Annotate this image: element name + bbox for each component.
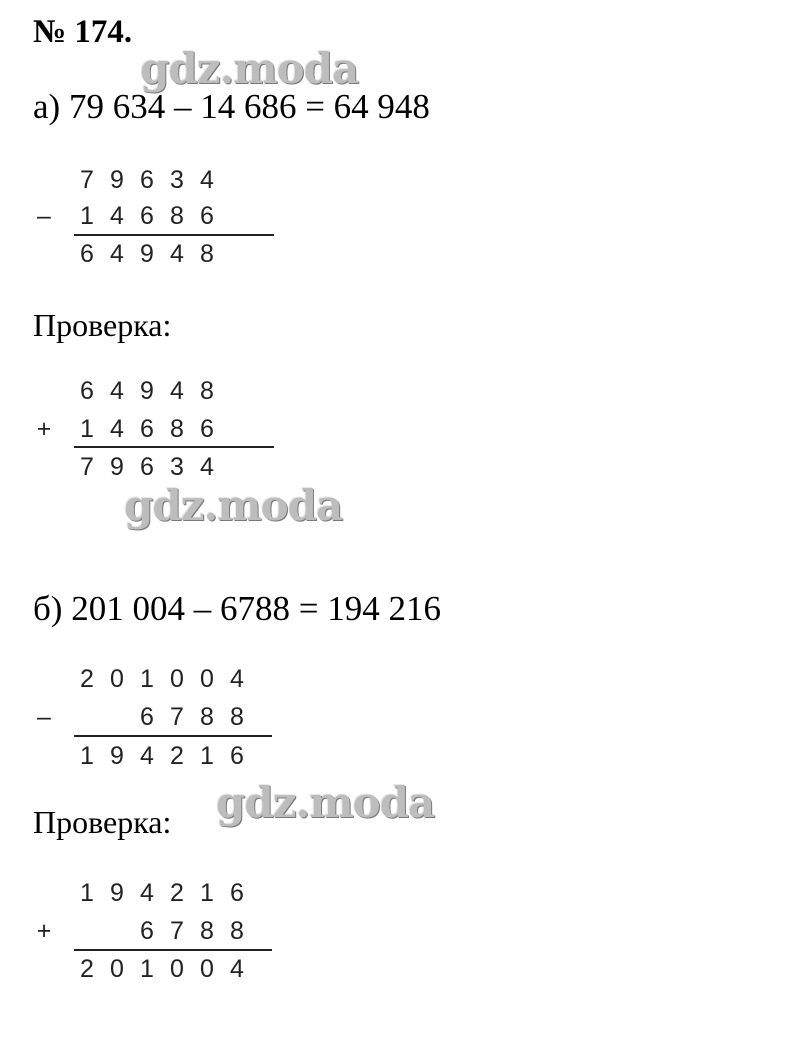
minus-sign: – — [37, 202, 51, 230]
plus-sign: + — [36, 415, 52, 443]
digit: 6 — [140, 166, 154, 194]
top-number-row — [38, 875, 288, 911]
digit: 7 — [170, 703, 184, 731]
digit: 6 — [230, 742, 244, 770]
digit: 0 — [110, 955, 124, 983]
watermark-logo: gdz.moda — [216, 778, 435, 827]
digit: 7 — [80, 166, 94, 194]
digit: 4 — [110, 415, 124, 443]
digit: 4 — [110, 240, 124, 268]
minus-sign: – — [37, 703, 51, 731]
digit: 1 — [80, 415, 94, 443]
subtraction-b — [38, 661, 288, 771]
digit: 1 — [80, 879, 94, 907]
digit: 4 — [110, 377, 124, 405]
result-row — [38, 951, 288, 987]
top-number-row — [38, 661, 288, 697]
result-row — [38, 738, 288, 774]
equation-a: а) 79 634 – 14 686 = 64 948 — [33, 87, 430, 126]
digit: 2 — [80, 955, 94, 983]
digit: 0 — [110, 665, 124, 693]
digit: 1 — [80, 742, 94, 770]
digit: 1 — [140, 955, 154, 983]
sum-line — [74, 735, 272, 737]
addition-b — [38, 875, 288, 985]
bottom-number-row — [38, 913, 288, 949]
digit: 9 — [110, 453, 124, 481]
digit: 8 — [200, 377, 214, 405]
result-row — [38, 236, 258, 272]
top-number-row — [38, 373, 258, 409]
digit: 0 — [200, 955, 214, 983]
digit: 9 — [110, 742, 124, 770]
digit: 8 — [200, 703, 214, 731]
bottom-number-row — [38, 411, 258, 447]
exercise-number: № 174. — [33, 14, 133, 50]
digit: 1 — [80, 202, 94, 230]
check-label-a: Проверка: — [33, 307, 172, 343]
digit: 4 — [200, 453, 214, 481]
watermark-logo: gdz.moda — [124, 481, 343, 530]
digit: 6 — [140, 703, 154, 731]
digit: 8 — [230, 703, 244, 731]
digit: 4 — [170, 377, 184, 405]
digit: 9 — [140, 240, 154, 268]
plus-sign: + — [36, 917, 52, 945]
digit: 6 — [200, 202, 214, 230]
digit: 1 — [200, 879, 214, 907]
digit: 8 — [200, 240, 214, 268]
digit: 6 — [140, 415, 154, 443]
digit: 2 — [170, 879, 184, 907]
digit: 2 — [80, 665, 94, 693]
digit: 6 — [230, 879, 244, 907]
digit: 4 — [230, 955, 244, 983]
digit: 4 — [110, 202, 124, 230]
digit: 4 — [200, 166, 214, 194]
digit: 7 — [170, 917, 184, 945]
bottom-number-row — [38, 699, 288, 735]
digit: 4 — [230, 665, 244, 693]
equation-b: б) 201 004 – 6788 = 194 216 — [33, 589, 441, 628]
result-row — [38, 449, 258, 485]
digit: 6 — [200, 415, 214, 443]
top-number-row — [38, 162, 258, 198]
digit: 0 — [200, 665, 214, 693]
digit: 4 — [140, 742, 154, 770]
digit: 6 — [140, 202, 154, 230]
digit: 4 — [140, 879, 154, 907]
digit: 9 — [110, 879, 124, 907]
digit: 2 — [170, 742, 184, 770]
bottom-number-row — [38, 198, 258, 234]
digit: 6 — [80, 377, 94, 405]
digit: 3 — [170, 166, 184, 194]
digit: 9 — [140, 377, 154, 405]
digit: 6 — [140, 453, 154, 481]
digit: 1 — [140, 665, 154, 693]
subtraction-a — [38, 162, 258, 272]
digit: 0 — [170, 665, 184, 693]
addition-a — [38, 373, 258, 483]
digit: 7 — [80, 453, 94, 481]
digit: 8 — [230, 917, 244, 945]
digit: 0 — [170, 955, 184, 983]
digit: 8 — [170, 415, 184, 443]
digit: 6 — [140, 917, 154, 945]
digit: 8 — [200, 917, 214, 945]
digit: 6 — [80, 240, 94, 268]
digit: 3 — [170, 453, 184, 481]
digit: 8 — [170, 202, 184, 230]
sum-line — [74, 446, 274, 448]
digit: 1 — [200, 742, 214, 770]
check-label-b: Проверка: — [33, 804, 172, 840]
digit: 9 — [110, 166, 124, 194]
watermark-logo: gdz.moda — [140, 44, 359, 93]
digit: 4 — [170, 240, 184, 268]
